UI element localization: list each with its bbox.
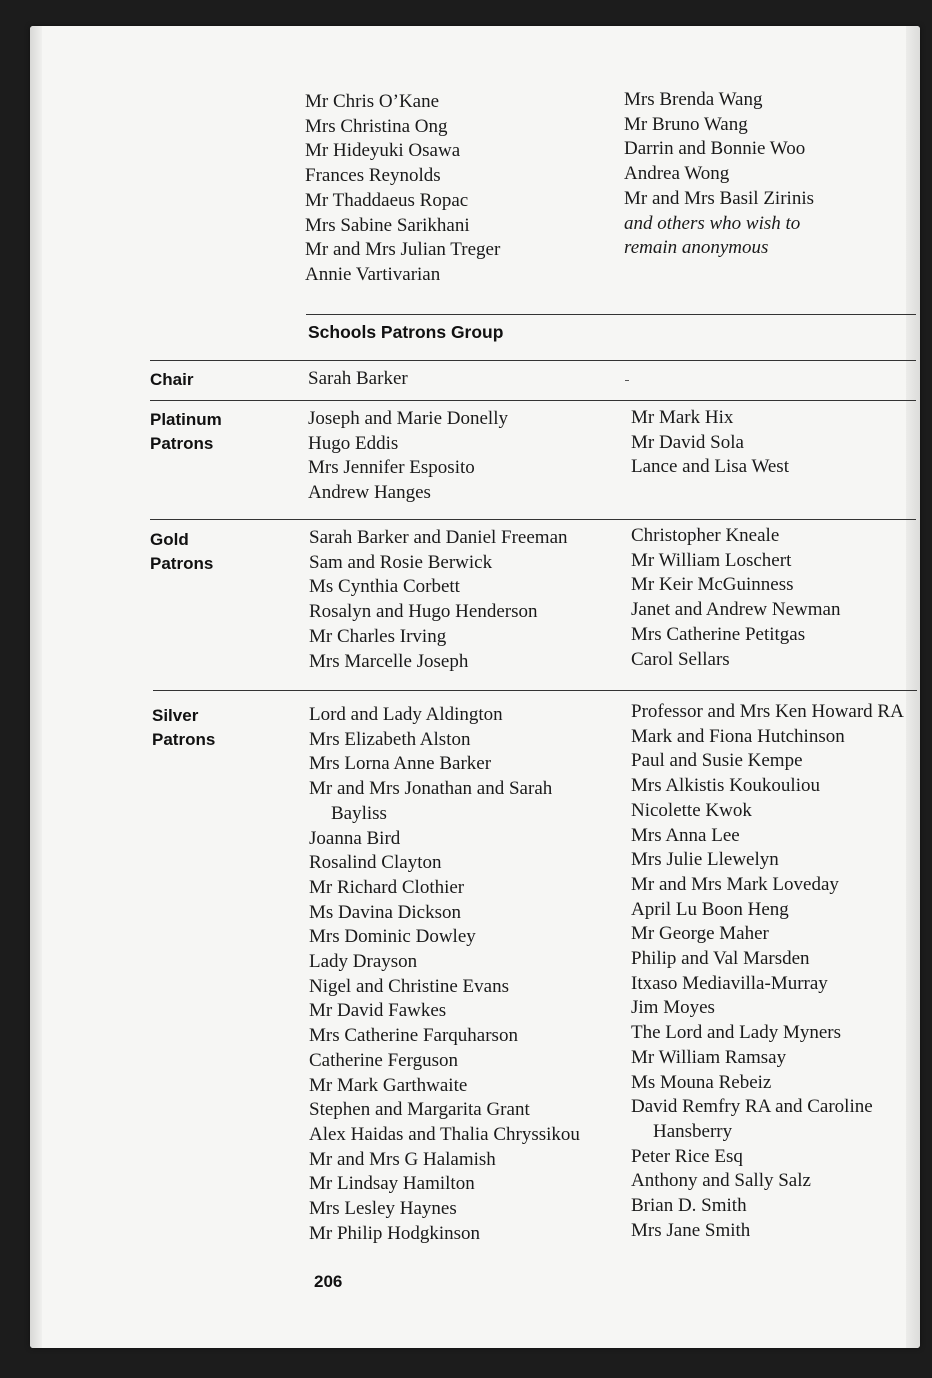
list-item: Mr Richard Clothier <box>309 876 465 898</box>
list-item: Lady Drayson <box>309 951 418 973</box>
list-item: Lance and Lisa West <box>631 456 789 478</box>
list-item: Anthony and Sally Salz <box>631 1170 811 1192</box>
list-item: Mr William Ramsay <box>631 1046 787 1068</box>
list-item: Hugo Eddis <box>308 432 399 454</box>
gold-label: Gold Patrons <box>150 530 214 573</box>
list-item: Mrs Christina Ong <box>305 115 448 137</box>
list-item: Mrs Jane Smith <box>631 1219 751 1241</box>
list-item: Mrs Sabine Sarikhani <box>305 214 470 236</box>
gold-list-right <box>631 524 840 672</box>
page-edge <box>906 26 920 1348</box>
list-item: Mr Mark Garthwaite <box>309 1074 468 1096</box>
list-item: Janet and Andrew Newman <box>631 599 841 621</box>
section-rule <box>150 519 916 520</box>
list-item: Bayliss <box>331 802 387 824</box>
platinum-label: Platinum Patrons <box>150 410 222 453</box>
list-item: Mrs Brenda Wang <box>624 89 763 110</box>
book-page <box>30 26 920 1348</box>
list-item: Joanna Bird <box>309 827 401 849</box>
platinum-list-left <box>308 407 508 506</box>
list-item: Ms Cynthia Corbett <box>309 576 460 598</box>
list-item: Mr Thaddaeus Ropac <box>305 189 469 211</box>
page-number: 206 <box>314 1272 343 1291</box>
list-item: Mark and Fiona Hutchinson <box>631 725 845 747</box>
list-item: Mr Chris O’Kane <box>305 91 440 112</box>
list-item: Alex Haidas and Thalia Chryssikou <box>309 1123 580 1145</box>
list-item: Sam and Rosie Berwick <box>309 551 493 573</box>
list-item: April Lu Boon Heng <box>631 898 789 920</box>
section-rule <box>306 314 916 315</box>
list-item: Mrs Alkistis Koukouliou <box>631 775 820 797</box>
list-item: David Remfry RA and Caroline <box>631 1096 873 1118</box>
list-item: Mr Mark Hix <box>631 407 734 428</box>
list-item: Annie Vartivarian <box>305 263 441 285</box>
list-item: Rosalyn and Hugo Henderson <box>309 601 538 623</box>
list-item: Stephen and Margarita Grant <box>309 1099 530 1121</box>
anonymous-note-line-2: remain anonymous <box>624 237 769 259</box>
list-item: Mr Bruno Wang <box>624 113 748 135</box>
silver-list-right <box>631 700 904 1243</box>
section-rule <box>153 690 917 691</box>
list-item: Mrs Julie Llewelyn <box>631 849 779 871</box>
list-item: Mr Hideyuki Osawa <box>305 140 461 162</box>
section-rule <box>150 400 916 401</box>
list-item: Mrs Lorna Anne Barker <box>309 753 492 775</box>
section-heading: Schools Patrons Group <box>308 322 504 342</box>
list-item: Mr Philip Hodgkinson <box>309 1222 481 1244</box>
list-item: The Lord and Lady Myners <box>631 1022 841 1044</box>
list-item: Mr Charles Irving <box>309 625 447 647</box>
list-item: Rosalind Clayton <box>309 852 442 874</box>
list-item: Andrea Wong <box>624 163 730 185</box>
list-item: Hansberry <box>653 1120 733 1142</box>
list-item: Mrs Lesley Haynes <box>309 1198 457 1220</box>
top-list-right <box>624 88 814 261</box>
silver-list-left <box>309 703 580 1246</box>
list-item: Mrs Dominic Dowley <box>309 926 476 948</box>
list-item: Mr and Mrs Jonathan and Sarah <box>309 778 553 800</box>
list-item: Mr George Maher <box>631 923 769 945</box>
list-item: Mr David Fawkes <box>309 1000 447 1022</box>
list-item: Mr and Mrs Basil Zirinis <box>624 187 814 209</box>
list-item: Mr and Mrs Mark Loveday <box>631 873 839 895</box>
gold-list-left <box>309 526 568 674</box>
chair-label: Chair <box>150 370 194 389</box>
list-item: Nigel and Christine Evans <box>309 975 509 997</box>
list-item: Carol Sellars <box>631 648 730 670</box>
platinum-list-right <box>631 406 789 480</box>
list-item: Mrs Catherine Petitgas <box>631 623 806 645</box>
list-item: Andrew Hanges <box>308 482 431 504</box>
chair-list <box>308 367 408 392</box>
list-item: Frances Reynolds <box>305 165 441 187</box>
list-item: Itxaso Mediavilla-Murray <box>631 972 828 994</box>
list-item: Mr William Loschert <box>631 549 792 571</box>
list-item: Mr and Mrs Julian Treger <box>305 239 501 261</box>
anonymous-note-line-1: and others who wish to <box>624 212 801 234</box>
list-item: Mr and Mrs G Halamish <box>309 1148 496 1170</box>
list-item: Mrs Marcelle Joseph <box>309 650 469 672</box>
list-item: Mrs Catherine Farquharson <box>309 1025 518 1047</box>
list-item: Ms Davina Dickson <box>309 901 461 923</box>
list-item: Mrs Elizabeth Alston <box>309 728 471 750</box>
silver-label: Silver Patrons <box>152 706 216 749</box>
page-gutter-shadow <box>30 26 42 1348</box>
list-item: Sarah Barker and Daniel Freeman <box>309 527 568 548</box>
list-item: Joseph and Marie Donelly <box>308 408 508 429</box>
section-rule <box>150 360 916 361</box>
list-item: Brian D. Smith <box>631 1195 747 1217</box>
list-item: Paul and Susie Kempe <box>631 750 803 772</box>
list-item: Ms Mouna Rebeiz <box>631 1071 772 1093</box>
list-item: Philip and Val Marsden <box>631 948 810 970</box>
dash-mark <box>625 380 629 381</box>
list-item: Jim Moyes <box>631 997 715 1019</box>
list-item: Professor and Mrs Ken Howard RA <box>631 701 904 722</box>
list-item: Nicolette Kwok <box>631 799 752 821</box>
list-item: Mrs Anna Lee <box>631 824 740 846</box>
list-item: Mrs Jennifer Esposito <box>308 457 475 479</box>
list-item: Mr Keir McGuinness <box>631 574 794 596</box>
top-list-left <box>305 90 500 288</box>
list-item: Sarah Barker <box>308 368 408 389</box>
list-item: Darrin and Bonnie Woo <box>624 138 806 160</box>
list-item: Catherine Ferguson <box>309 1049 458 1071</box>
list-item: Lord and Lady Aldington <box>309 704 503 725</box>
list-item: Mr Lindsay Hamilton <box>309 1173 475 1195</box>
list-item: Christopher Kneale <box>631 525 780 546</box>
list-item: Mr David Sola <box>631 431 744 453</box>
list-item: Peter Rice Esq <box>631 1145 743 1167</box>
